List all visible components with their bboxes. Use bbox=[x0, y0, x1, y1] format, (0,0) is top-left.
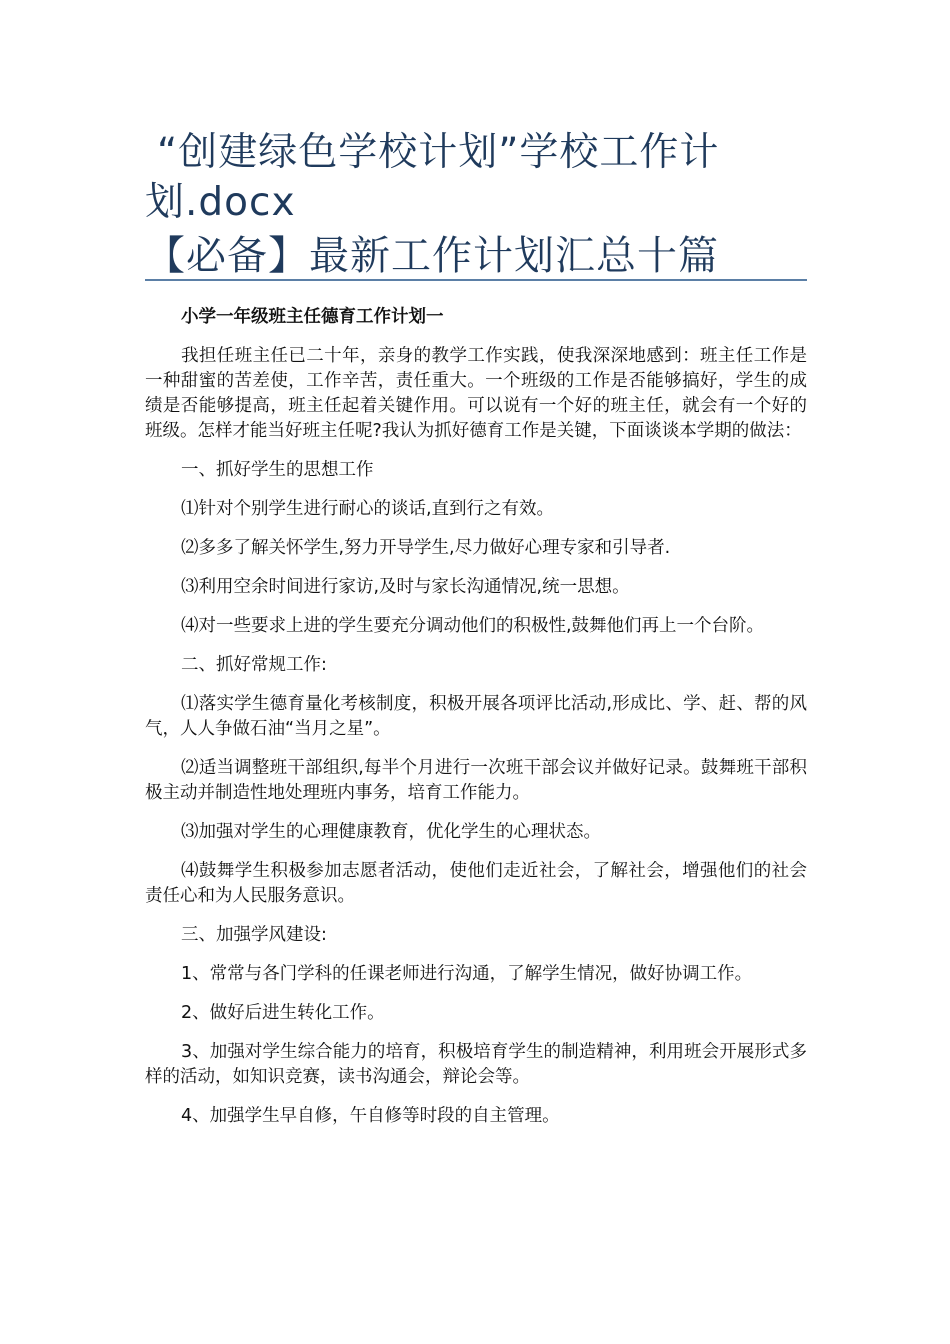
document-title bbox=[145, 128, 810, 281]
paragraph: 一、抓好学生的思想工作 bbox=[181, 460, 374, 480]
paragraph: ⑴落实学生德育量化考核制度，积极开展各项评比活动,形成比、学、赶、帮的风气，人人争做石油“当月之星”。 bbox=[145, 694, 807, 739]
paragraph: 二、抓好常规工作: bbox=[181, 655, 327, 675]
paragraph: 三、加强学风建设: bbox=[181, 925, 327, 945]
title-line-3: 【必备】最新工作计划汇总十篇 bbox=[145, 233, 719, 279]
paragraph: ⑶利用空余时间进行家访,及时与家长沟通情况,统一思想。 bbox=[181, 577, 630, 597]
title-line-2: 划.docx bbox=[145, 180, 296, 225]
paragraph: 3、加强对学生综合能力的培育，积极培育学生的制造精神，利用班会开展形式多样的活动，如知识竞赛，读书沟通会，辩论会等。 bbox=[145, 1042, 807, 1087]
paragraph: ⑴针对个别学生进行耐心的谈话,直到行之有效。 bbox=[181, 499, 555, 519]
paragraph: ⑵适当调整班干部组织,每半个月进行一次班干部会议并做好记录。鼓舞班干部积极主动并制造性地处理班内事务，培育工作能力。 bbox=[145, 758, 807, 803]
paragraph: ⑶加强对学生的心理健康教育，优化学生的心理状态。 bbox=[181, 822, 601, 842]
section-subtitle: 小学一年级班主任德育工作计划一 bbox=[181, 307, 444, 327]
paragraph: 2、做好后进生转化工作。 bbox=[181, 1003, 385, 1023]
paragraph: 我担任班主任已二十年，亲身的教学工作实践，使我深深地感到：班主任工作是一种甜蜜的苦差使，工作辛苦，责任重大。一个班级的工作是否能够搞好，学生的成绩是否能够提高，班主任起着关键作用。可以说有一个好的班主任，就会有一个好的班级。怎样才能当好班主任呢?我认为抓好德育工作是关键，下面谈谈本学期的做法： bbox=[145, 346, 807, 441]
paragraph: ⑷对一些要求上进的学生要充分调动他们的积极性,鼓舞他们再上一个台阶。 bbox=[181, 616, 765, 636]
paragraph: 1、常常与各门学科的任课老师进行沟通，了解学生情况，做好协调工作。 bbox=[181, 964, 753, 984]
title-divider bbox=[145, 279, 807, 281]
title-line-1: “创建绿色学校计划”学校工作计 bbox=[157, 130, 720, 175]
document-body bbox=[145, 305, 807, 1129]
paragraph: ⑷鼓舞学生积极参加志愿者活动，使他们走近社会，了解社会，增强他们的社会责任心和为人民服务意识。 bbox=[145, 861, 807, 906]
paragraph: ⑵多多了解关怀学生,努力开导学生,尽力做好心理专家和引导者. bbox=[181, 538, 671, 558]
paragraph: 4、加强学生早自修，午自修等时段的自主管理。 bbox=[181, 1106, 560, 1126]
